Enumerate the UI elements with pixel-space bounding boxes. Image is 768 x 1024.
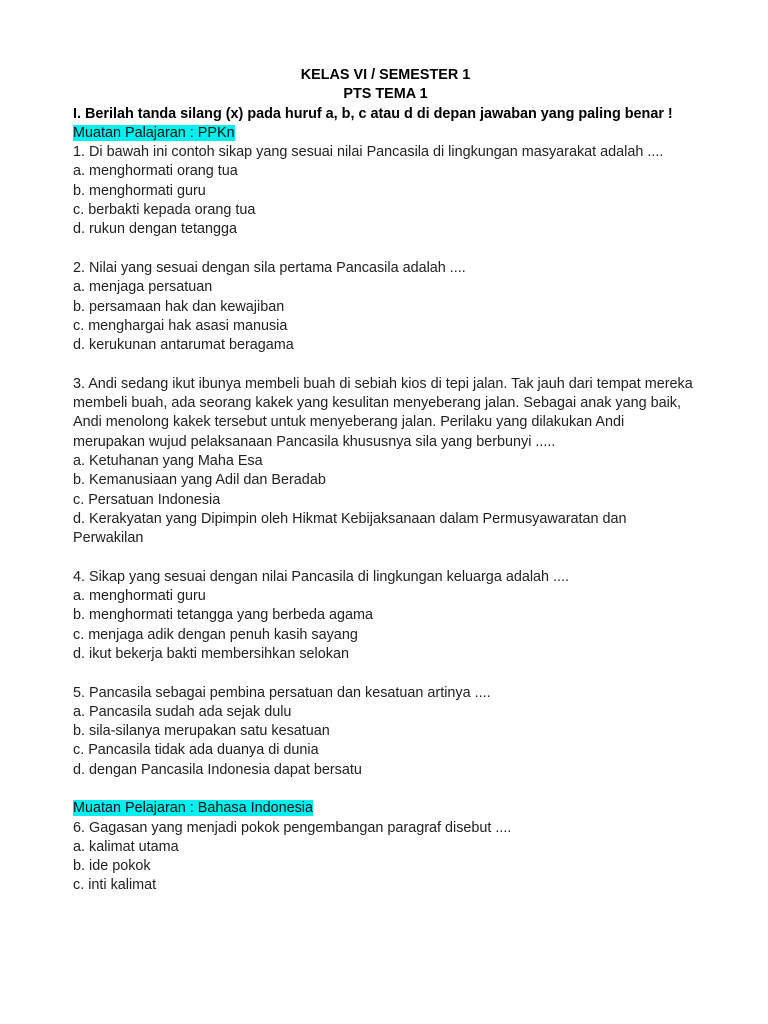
answer-option: b. sila-silanya merupakan satu kesatuan <box>73 723 330 740</box>
question-text: 3. Andi sedang ikut ibunya membeli buah di sebiah kios di tepi jalan. Tak jauh dari tempat mereka membeli buah, ada seorang kakek yang kesulitan menyeberang jalan. Sebagai anak yang baik, Andi menolong kakek tersebut untuk menyeberang jalan. Perilaku yang dilakukan Andi merupakan wujud pelaksanaan Pancasila khususnya sila yang berbunyi ..... <box>73 375 693 450</box>
answer-option: c. Pancasila tidak ada duanya di dunia <box>73 742 319 759</box>
section-label: Muatan Palajaran : PPKn <box>73 124 235 141</box>
answer-option: d. rukun dengan tetangga <box>73 221 238 238</box>
answer-option: d. Kerakyatan yang Dipimpin oleh Hikmat Kebijaksanaan dalam Permusyawaratan dan Perwakilan <box>73 510 627 547</box>
answer-option: a. Pancasila sudah ada sejak dulu <box>73 703 292 720</box>
page-subtitle: PTS TEMA 1 <box>343 86 428 103</box>
document-page <box>73 62 698 896</box>
answer-option: c. menghargai hak asasi manusia <box>73 317 288 334</box>
section-ppkn <box>73 124 698 780</box>
answer-option: a. menghormati orang tua <box>73 163 238 180</box>
answer-option: c. menjaga adik dengan penuh kasih sayang <box>73 626 358 643</box>
answer-option: b. menghormati guru <box>73 182 206 199</box>
answer-option: a. kalimat utama <box>73 838 179 855</box>
answer-option: b. ide pokok <box>73 858 151 875</box>
answer-option: d. kerukunan antarumat beragama <box>73 337 294 354</box>
question-5 <box>73 684 698 780</box>
page-title: KELAS VI / SEMESTER 1 <box>300 67 471 83</box>
answer-option: a. Ketuhanan yang Maha Esa <box>73 452 263 469</box>
section-bahasa-indonesia <box>73 799 698 895</box>
question-text: 1. Di bawah ini contoh sikap yang sesuai nilai Pancasila di lingkungan masyarakat adalah .... <box>73 144 664 161</box>
question-6 <box>73 819 698 896</box>
answer-option: c. berbakti kepada orang tua <box>73 202 256 219</box>
answer-option: d. ikut bekerja bakti membersihkan selokan <box>73 645 349 662</box>
answer-option: b. Kemanusiaan yang Adil dan Beradab <box>73 472 326 489</box>
answer-option: d. dengan Pancasila Indonesia dapat bersatu <box>73 761 362 778</box>
instruction-text: I. Berilah tanda silang (x) pada huruf a, b, c atau d di depan jawaban yang paling benar ! <box>73 105 673 122</box>
question-text: 6. Gagasan yang menjadi pokok pengembangan paragraf disebut .... <box>73 819 512 836</box>
answer-option: b. persamaan hak dan kewajiban <box>73 298 285 315</box>
answer-option: c. Persatuan Indonesia <box>73 491 221 508</box>
question-text: 4. Sikap yang sesuai dengan nilai Pancasila di lingkungan keluarga adalah .... <box>73 568 570 585</box>
question-2 <box>73 259 698 355</box>
question-text: 5. Pancasila sebagai pembina persatuan dan kesatuan artinya .... <box>73 684 491 701</box>
question-3 <box>73 375 698 549</box>
answer-option: a. menghormati guru <box>73 588 206 605</box>
question-4 <box>73 568 698 664</box>
answer-option: a. menjaga persatuan <box>73 279 213 296</box>
question-1 <box>73 143 698 239</box>
answer-option: b. menghormati tetangga yang berbeda agama <box>73 607 374 624</box>
answer-option: c. inti kalimat <box>73 877 157 894</box>
section-label: Muatan Pelajaran : Bahasa Indonesia <box>73 800 314 817</box>
question-text: 2. Nilai yang sesuai dengan sila pertama Pancasila adalah .... <box>73 259 466 276</box>
